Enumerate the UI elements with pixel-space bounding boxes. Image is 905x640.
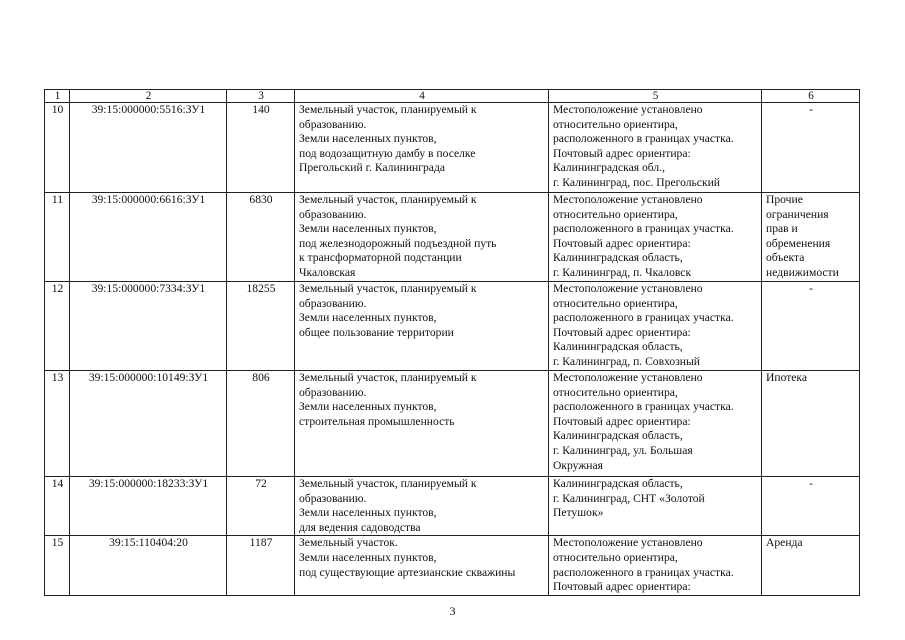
address-line: относительно ориентира,: [553, 550, 678, 564]
description-line: образованию.: [299, 385, 367, 399]
address-line: Почтовый адрес ориентира:: [553, 580, 691, 594]
address-line: г. Калининград, СНТ «Золотой: [553, 491, 705, 505]
address-line: Калининградская обл.,: [553, 161, 665, 175]
address-line: Калининградская область,: [553, 477, 683, 490]
page-number: 3: [449, 604, 456, 618]
address-line: г. Калининград, п. Совхозный: [553, 354, 701, 368]
area-cell: [227, 371, 295, 477]
encumbrance-line: ограничения: [766, 207, 829, 221]
cadastral-number-cell: [70, 477, 227, 536]
address-line: расположенного в границах участка.: [553, 565, 734, 579]
address-line: Местоположение установлено: [553, 536, 703, 550]
table-row: [45, 536, 860, 595]
area-value: 6830: [249, 193, 273, 206]
encumbrance-line: Аренда: [766, 536, 803, 550]
description-line: образованию.: [299, 207, 367, 221]
address-cell: [549, 103, 762, 193]
encumbrance-cell: [762, 371, 860, 477]
address-line: расположенного в границах участка.: [553, 400, 734, 414]
address-line: Петушок»: [553, 506, 604, 520]
row-number-cell: [45, 193, 70, 282]
column-header-4: 4: [295, 90, 549, 103]
row-number-cell: [45, 477, 70, 536]
address-line: расположенного в границах участка.: [553, 222, 734, 236]
cadastral-number: 39:15:000000:5516:ЗУ1: [91, 103, 206, 116]
description-line: Земельный участок.: [299, 536, 398, 550]
address-line: Почтовый адрес ориентира:: [553, 325, 691, 339]
row-number-cell: [45, 536, 70, 595]
address-line: г. Калининград, п. Чкаловск: [553, 265, 692, 279]
address-line: Местоположение установлено: [553, 371, 703, 384]
cadastral-number: 39:15:000000:7334:ЗУ1: [91, 282, 206, 295]
description-line: образованию.: [299, 117, 367, 131]
description-cell: [295, 282, 549, 371]
table-row: [45, 282, 860, 371]
row-number-cell: [45, 103, 70, 193]
encumbrance-line: недвижимости: [766, 265, 839, 279]
encumbrance-cell: [762, 536, 860, 595]
description-line: Земли населенных пунктов,: [299, 132, 437, 146]
encumbrance-line: Прочие: [766, 193, 803, 206]
description-cell: [295, 103, 549, 193]
column-header-3: 3: [227, 90, 295, 103]
description-line: Земельный участок, планируемый к: [299, 282, 477, 295]
table-row: [45, 371, 860, 477]
address-line: Почтовый адрес ориентира:: [553, 414, 691, 428]
cadastral-number: 39:15:000000:18233:ЗУ1: [88, 477, 209, 490]
area-cell: [227, 193, 295, 282]
row-number: 11: [51, 193, 64, 206]
address-line: Почтовый адрес ориентира:: [553, 146, 691, 160]
address-line: относительно ориентира,: [553, 385, 678, 399]
description-line: Земли населенных пунктов,: [299, 550, 437, 564]
description-line: к трансформаторной подстанции: [299, 251, 462, 265]
description-line: под железнодорожный подъездной путь: [299, 236, 497, 250]
header-row: [45, 90, 860, 103]
area-cell: [227, 282, 295, 371]
encumbrance-line: объекта: [766, 251, 805, 265]
column-header-6: 6: [762, 90, 860, 103]
cadastral-number: 39:15:000000:6616:ЗУ1: [91, 193, 206, 206]
description-line: строительная промышленность: [299, 414, 455, 428]
description-line: для ведения садоводства: [299, 520, 421, 534]
table-row: [45, 477, 860, 536]
cadastral-number-cell: [70, 193, 227, 282]
description-line: Земли населенных пунктов,: [299, 506, 437, 520]
encumbrance-line: -: [809, 103, 813, 116]
description-line: Земли населенных пунктов,: [299, 222, 437, 236]
address-line: г. Калининград, пос. Прегольский: [553, 175, 720, 189]
address-cell: [549, 193, 762, 282]
address-line: Калининградская область,: [553, 429, 683, 443]
encumbrance-cell: [762, 282, 860, 371]
cadastral-number: 39:15:000000:10149:ЗУ1: [88, 371, 209, 384]
area-value: 18255: [246, 282, 276, 295]
description-line: Земельный участок, планируемый к: [299, 103, 477, 116]
description-cell: [295, 536, 549, 595]
cadastral-number-cell: [70, 371, 227, 477]
area-value: 1187: [249, 536, 273, 550]
description-line: Земельный участок, планируемый к: [299, 477, 477, 490]
description-line: образованию.: [299, 296, 367, 310]
area-value: 806: [252, 371, 270, 384]
description-line: Земли населенных пунктов,: [299, 400, 437, 414]
address-line: Почтовый адрес ориентира:: [553, 236, 691, 250]
cadastral-number-cell: [70, 103, 227, 193]
encumbrance-cell: [762, 103, 860, 193]
row-number: 14: [51, 477, 64, 490]
table-body: [45, 103, 860, 596]
table-row: [45, 193, 860, 282]
description-line: под водозащитную дамбу в поселке: [299, 146, 476, 160]
address-line: Местоположение установлено: [553, 282, 703, 295]
address-cell: [549, 371, 762, 477]
address-line: относительно ориентира,: [553, 296, 678, 310]
area-cell: [227, 103, 295, 193]
column-header-5: 5: [549, 90, 762, 103]
row-number-cell: [45, 371, 70, 477]
encumbrance-cell: [762, 193, 860, 282]
encumbrance-line: прав и: [766, 222, 798, 236]
address-line: расположенного в границах участка.: [553, 132, 734, 146]
land-plot-table: [44, 89, 860, 596]
description-cell: [295, 477, 549, 536]
address-line: расположенного в границах участка.: [553, 311, 734, 325]
area-cell: [227, 536, 295, 595]
row-number: 13: [51, 371, 64, 384]
address-cell: [549, 477, 762, 536]
description-line: под существующие артезианские скважины: [299, 565, 516, 579]
area-value: 72: [255, 477, 267, 490]
cadastral-number-cell: [70, 536, 227, 595]
encumbrance-line: обременения: [766, 236, 831, 250]
area-cell: [227, 477, 295, 536]
description-line: Земельный участок, планируемый к: [299, 193, 477, 206]
description-line: Чкаловская: [299, 265, 356, 279]
address-line: относительно ориентира,: [553, 207, 678, 221]
description-line: общее пользование территории: [299, 325, 454, 339]
address-line: Калининградская область,: [553, 340, 683, 354]
encumbrance-line: -: [809, 477, 813, 490]
description-line: образованию.: [299, 491, 367, 505]
row-number: 15: [51, 536, 64, 550]
address-cell: [549, 536, 762, 595]
address-line: Местоположение установлено: [553, 193, 703, 206]
address-line: относительно ориентира,: [553, 117, 678, 131]
description-cell: [295, 371, 549, 477]
address-line: Местоположение установлено: [553, 103, 703, 116]
column-header-2: 2: [70, 90, 227, 103]
description-line: Прегольский г. Калининграда: [299, 161, 446, 175]
table-row: [45, 103, 860, 193]
address-line: г. Калининград, ул. Большая: [553, 443, 693, 457]
address-line: Калининградская область,: [553, 251, 683, 265]
encumbrance-line: Ипотека: [766, 371, 808, 384]
address-cell: [549, 282, 762, 371]
area-value: 140: [252, 103, 270, 116]
row-number-cell: [45, 282, 70, 371]
column-header-1: 1: [45, 90, 70, 103]
address-line: Окружная: [553, 458, 603, 472]
description-line: Земли населенных пунктов,: [299, 311, 437, 325]
cadastral-number: 39:15:110404:20: [109, 536, 188, 550]
cadastral-number-cell: [70, 282, 227, 371]
encumbrance-line: -: [809, 282, 813, 295]
description-cell: [295, 193, 549, 282]
row-number: 10: [51, 103, 64, 116]
row-number: 12: [51, 282, 64, 295]
encumbrance-cell: [762, 477, 860, 536]
description-line: Земельный участок, планируемый к: [299, 371, 477, 384]
